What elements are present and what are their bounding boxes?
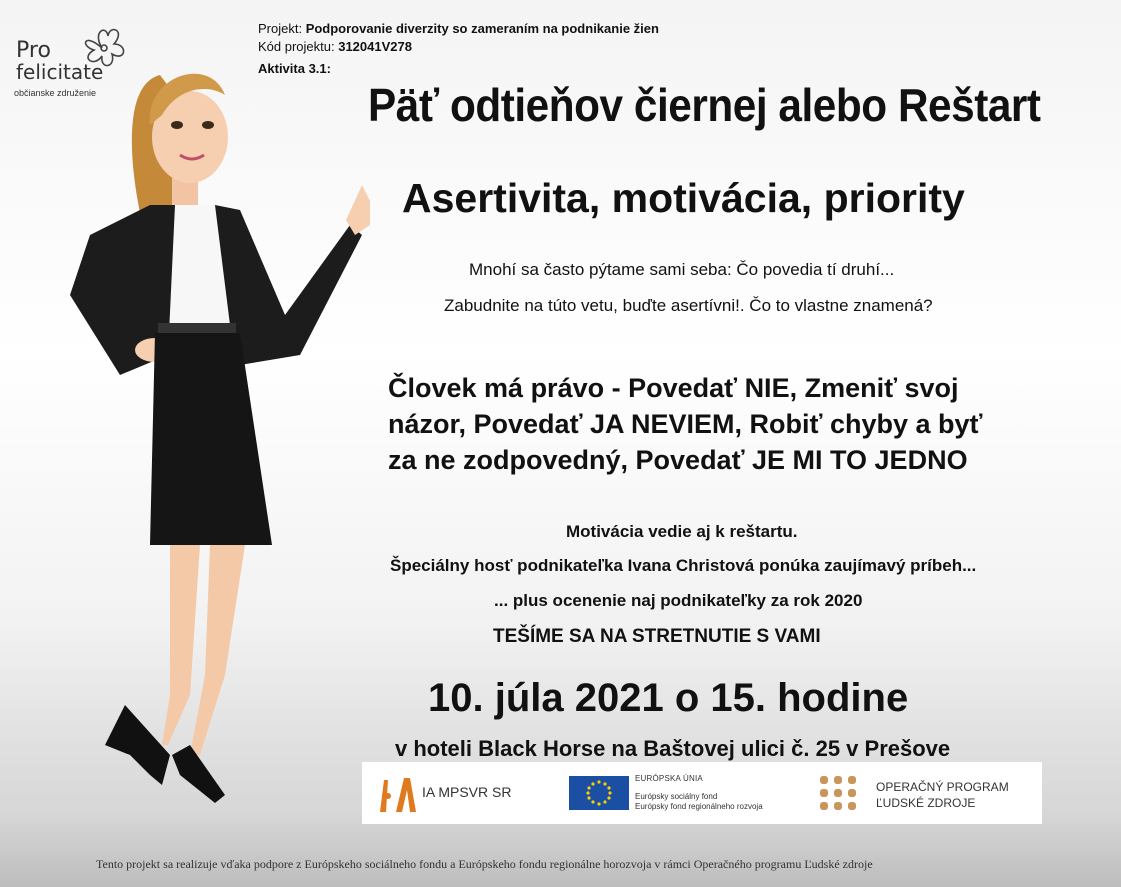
event-date: 10. júla 2021 o 15. hodine [428, 676, 909, 720]
event-title: Päť odtieňov čiernej alebo Reštart [368, 79, 1041, 131]
businesswoman-illustration [50, 55, 370, 815]
event-subtitle: Asertivita, motivácia, priority [402, 175, 965, 221]
project-line [258, 20, 659, 38]
funding-footer: Tento projekt sa realizuje vďaka podpore z Európskeho sociálneho fondu a Európskeho fondu regionálne horozvoja v rámci Operačného programu Ľudské zdroje [96, 857, 873, 871]
question-line: Zabudnite na túto vetu, buďte asertívni!. Čo to vlastne znamená? [444, 296, 933, 315]
project-code-line [258, 38, 412, 56]
rights-line: za ne zodpovedný, Povedať JE MI TO JEDNO [388, 445, 968, 475]
eu-social-fund-label: Európsky sociálny fond [635, 792, 718, 801]
logo-text-felicitate: felicitate [16, 60, 104, 84]
project-label: Projekt: [258, 21, 306, 36]
event-venue: v hoteli Black Horse na Baštovej ulici č. 25 v Prešove [395, 736, 951, 761]
eu-flag-icon [569, 776, 629, 810]
project-code-label: Kód projektu: [258, 39, 339, 54]
question-line: Mnohí sa často pýtame sami seba: Čo povedia tí druhí... [469, 260, 895, 279]
rights-line: názor, Povedať JA NEVIEM, Robiť chyby a byť [388, 409, 983, 439]
logo-text-pro: Pro [16, 38, 51, 63]
eu-union-label: EURÓPSKA ÚNIA [635, 774, 703, 783]
op-human-resources-label: ĽUDSKÉ ZDROJE [876, 796, 976, 810]
logo-subtitle: občianske združenie [14, 88, 97, 98]
ia-logo-icon [376, 772, 416, 816]
eu-regional-fund-label: Európsky fond regionálneho rozvoja [635, 802, 763, 811]
project-name: Podporovanie diverzity so zameraním na podnikanie žien [305, 21, 659, 36]
sponsor-logos-bar [362, 762, 1042, 824]
rights-paragraph [388, 370, 1078, 478]
award-line: ... plus ocenenie naj podnikateľky za rok 2020 [494, 591, 863, 610]
op-program-label: OPERAČNÝ PROGRAM [876, 780, 1009, 794]
special-guest-line: Špeciálny hosť podnikateľka Ivana Christová ponúka zaujímavý príbeh... [390, 556, 977, 575]
activity-label: Aktivita 3.1: [258, 61, 331, 76]
operacny-program-icon [818, 774, 862, 814]
ia-mpsvr-label: IA MPSVR SR [422, 784, 512, 800]
motivation-line: Motivácia vedie aj k reštartu. [566, 522, 798, 541]
rights-line: Človek má právo - Povedať NIE, Zmeniť svoj [388, 373, 959, 403]
project-code: 312041V278 [338, 39, 412, 54]
closing-line: TEŠÍME SA NA STRETNUTIE S VAMI [493, 626, 821, 647]
